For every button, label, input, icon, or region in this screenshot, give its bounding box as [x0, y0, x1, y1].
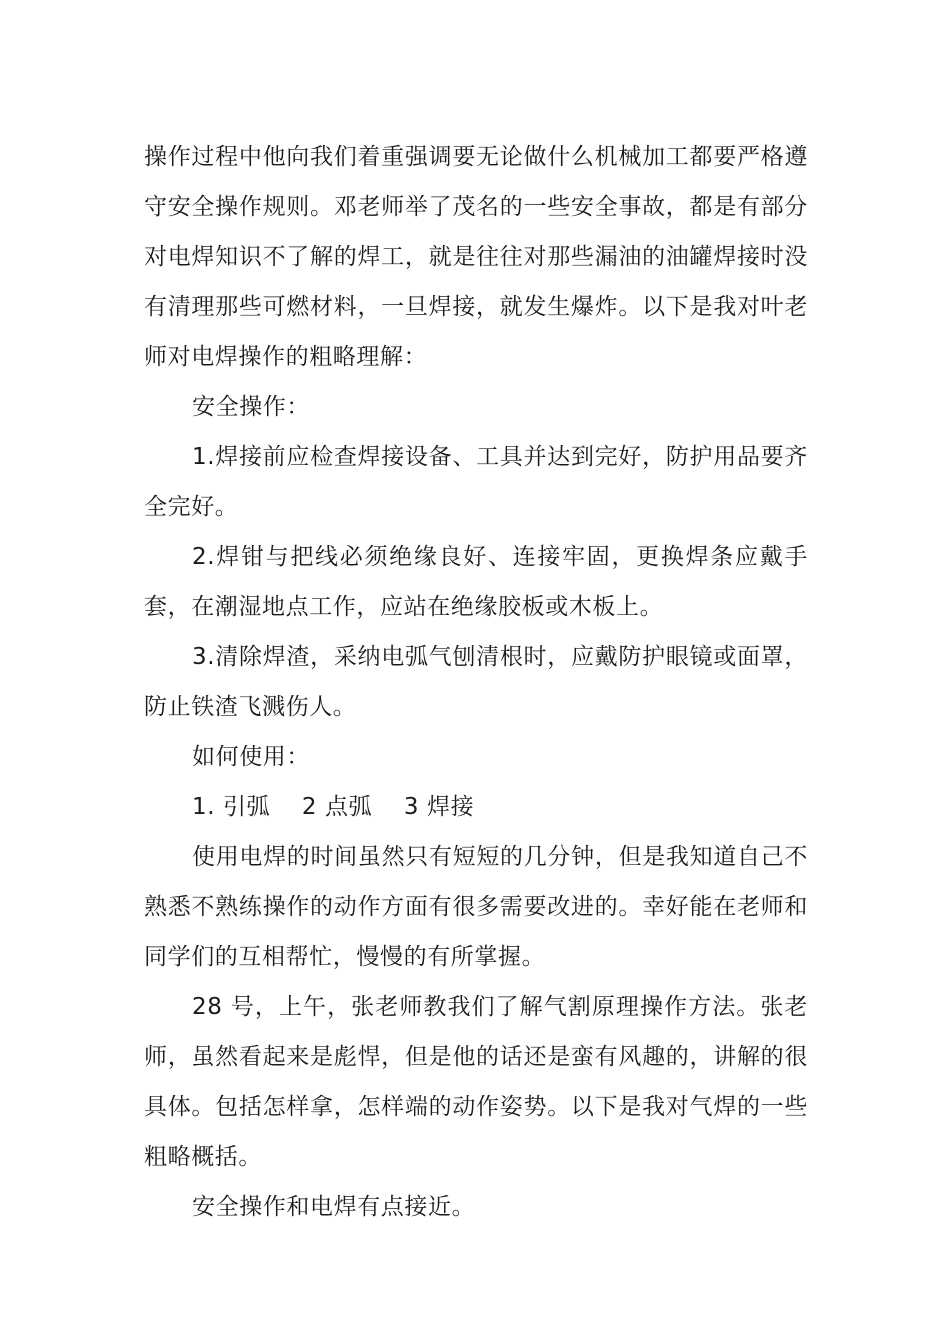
paragraph-gas-cutting: 28 号，上午，张老师教我们了解气割原理操作方法。张老师，虽然看起来是彪悍，但是他的话还是蛮有风趣的，讲解的很具体。包括怎样拿，怎样端的动作姿势。以下是我对气焊的一些粗略概括。: [144, 994, 808, 1170]
heading-safety-operation: 安全操作：: [192, 394, 310, 420]
document-body: [144, 132, 808, 1232]
safety-item-2: 2.焊钳与把线必须绝缘良好、连接牢固，更换焊条应戴手套，在潮湿地点工作，应站在绝缘胶板或木板上。: [144, 544, 808, 620]
safety-item-1: 1.焊接前应检查焊接设备、工具并达到完好，防护用品要齐全完好。: [144, 444, 808, 520]
paragraph-reflection: 使用电焊的时间虽然只有短短的几分钟，但是我知道自己不熟悉不熟练操作的动作方面有很多需要改进的。幸好能在老师和同学们的互相帮忙，慢慢的有所掌握。: [144, 844, 808, 970]
paragraph-intro: 操作过程中他向我们着重强调要无论做什么机械加工都要严格遵守安全操作规则。邓老师举了茂名的一些安全事故，都是有部分对电焊知识不了解的焊工，就是往往对那些漏油的油罐焊接时没有清理那些可燃材料，一旦焊接，就发生爆炸。以下是我对叶老师对电焊操作的粗略理解：: [144, 144, 808, 370]
paragraph-safety-similar: 安全操作和电焊有点接近。: [192, 1194, 476, 1220]
heading-how-to-use: 如何使用：: [192, 744, 310, 770]
safety-item-3: 3.清除焊渣，采纳电弧气刨清根时，应戴防护眼镜或面罩，防止铁渣飞溅伤人。: [144, 644, 808, 720]
usage-steps: 1. 引弧 2 点弧 3 焊接: [192, 794, 475, 820]
